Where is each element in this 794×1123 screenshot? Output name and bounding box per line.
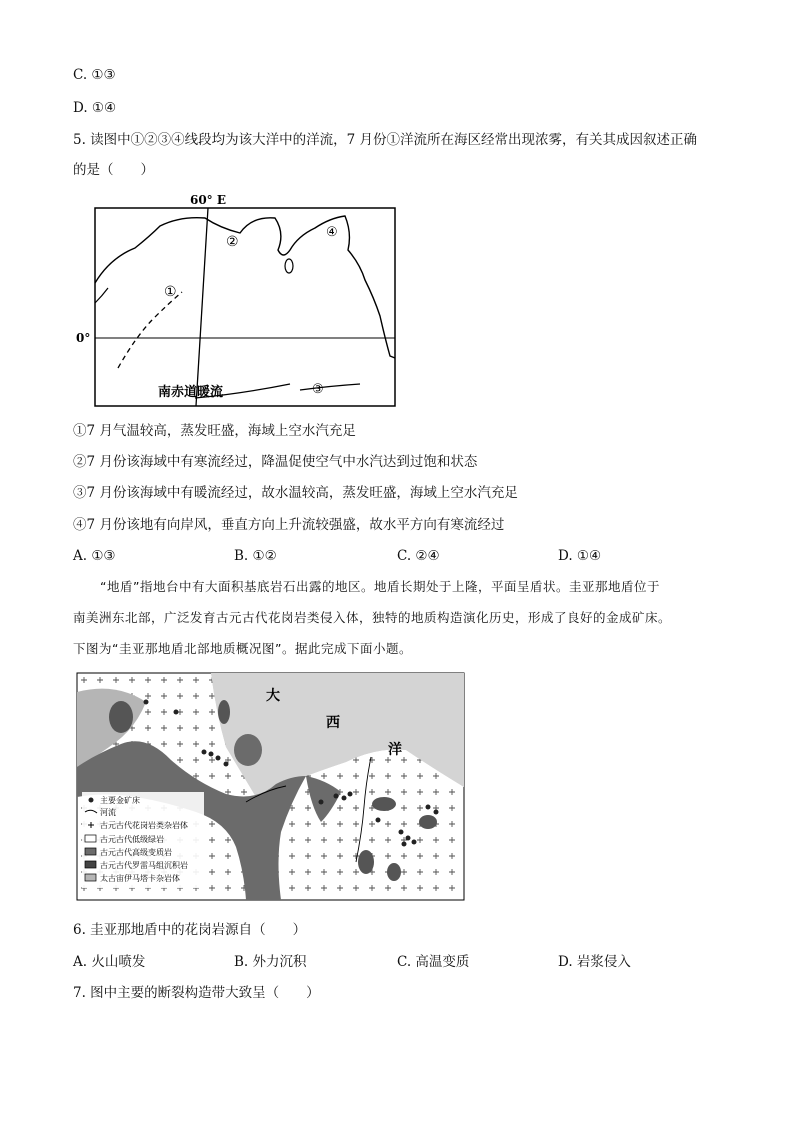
- question-5-stem-cont: 的是（ ）: [73, 162, 154, 178]
- q5-option-b: B. ①②: [234, 548, 277, 564]
- question-7-stem: 7. 图中主要的断裂构造带大致呈（ ）: [73, 985, 320, 1001]
- equator-label: 0°: [76, 331, 91, 345]
- q6-option-c: C. 高温变质: [397, 954, 470, 970]
- marker-1: ①: [164, 284, 177, 300]
- statement-1: ①7 月气温较高，蒸发旺盛，海域上空水汽充足: [73, 423, 356, 439]
- q5-option-a: A. ①③: [73, 548, 116, 564]
- legend-granite: 古元古代花岗岩类杂岩体: [100, 821, 188, 830]
- statement-3: ③7 月份该海域中有暖流经过，故水温较高，蒸发旺盛，海域上空水汽充足: [73, 485, 518, 501]
- archean-swatch: [85, 874, 96, 881]
- metamorphic-swatch: [85, 848, 96, 855]
- legend-archean: 太古宙伊马塔卡杂岩体: [100, 874, 180, 883]
- ocean-current-map: [76, 188, 402, 410]
- legend-sediment: 古元古代罗雷马组沉积岩: [100, 861, 188, 870]
- ocean-label-2: 西: [326, 715, 340, 731]
- statement-4: ④7 月份该地有向岸风，垂直方向上升流较强盛，故水平方向有寒流经过: [73, 517, 505, 533]
- marker-2: ②: [226, 234, 239, 250]
- marker-3: ③: [312, 382, 324, 397]
- passage-line-3: 下图为“圭亚那地盾北部地质概况图”。据此完成下面小题。: [73, 641, 412, 656]
- passage-line-1: “地盾”指地台中有大面积基底岩石出露的地区。地盾长期处于上隆，平面呈盾状。圭亚那地盾位于: [100, 579, 660, 594]
- passage-line-2: 南美洲东北部，广泛发育古元古代花岗岩类侵入体，独特的地质构造演化历史，形成了良好的金成矿床。: [73, 610, 672, 625]
- longitude-label: 60° E: [189, 193, 227, 207]
- legend-metamorphic: 古元古代高级变质岩: [100, 848, 172, 857]
- question-5-stem: 5. 读图中①②③④线段均为该大洋中的洋流，7 月份①洋流所在海区经常出现浓雾，有关其成因叙述正确: [73, 132, 698, 148]
- map-legend: [82, 792, 204, 888]
- sediment-swatch: [85, 861, 96, 868]
- q6-option-b: B. 外力沉积: [234, 954, 307, 970]
- statement-2: ②7 月份该海域中有寒流经过，降温促使空气中水汽达到过饱和状态: [73, 454, 478, 470]
- south-equatorial-current-label: 南赤道暖流: [158, 385, 224, 400]
- ocean-label-3: 洋: [388, 742, 402, 758]
- q6-option-a: A. 火山喷发: [73, 954, 146, 970]
- ocean-label-1: 大: [266, 688, 280, 704]
- q5-option-c: C. ②④: [397, 548, 440, 564]
- legend-river: 河流: [100, 808, 116, 817]
- legend-gold: 主要金矿床: [100, 796, 140, 805]
- question-6-stem: 6. 圭亚那地盾中的花岗岩源自（ ）: [73, 922, 307, 938]
- guiana-shield-geology-map: [76, 672, 466, 902]
- greenstone-swatch: [85, 835, 96, 842]
- q6-option-d: D. 岩浆侵入: [558, 954, 631, 970]
- marker-4: ④: [326, 225, 338, 240]
- gold-deposit-icon: [89, 798, 94, 803]
- option-c-prev: C. ①③: [73, 67, 116, 83]
- q5-option-d: D. ①④: [558, 548, 602, 564]
- legend-greenstone: 古元古代低级绿岩: [100, 835, 164, 844]
- option-d-prev: D. ①④: [73, 100, 117, 116]
